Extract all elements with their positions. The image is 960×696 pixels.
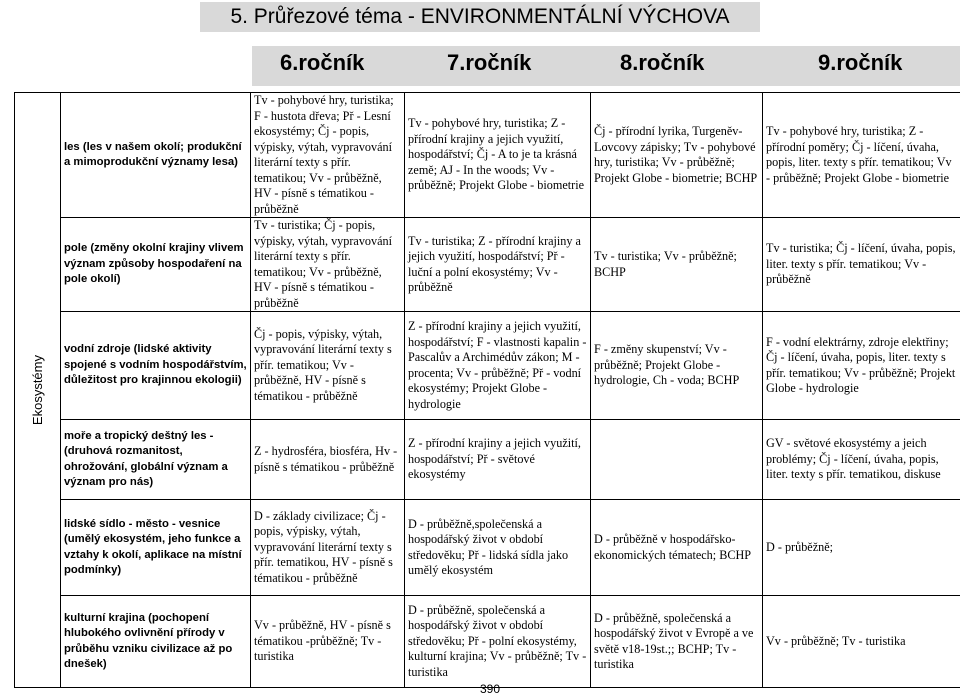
table-row xyxy=(15,420,960,500)
grade-6-cell: Vv - průběžně, HV - písně s tématikou -průběžně; Tv - turistika xyxy=(251,596,405,688)
page-title: 5. Průřezové téma - ENVIRONMENTÁLNÍ VÝCHOVA xyxy=(200,2,760,32)
grade-9-cell: GV - světové ekosystémy a jeich problémy; Čj - líčení, úvaha, popis, liter. texty s přír. tematikou, diskuse xyxy=(763,420,960,500)
topic-cell: vodní zdroje (lidské aktivity spojené s vodním hospodářstvím, důležitost pro krajinnou ekologii) xyxy=(61,312,251,420)
topic-cell: kulturní krajina (pochopení hlubokého ovlivnění přírody v průběhu vzniku civilizace až po dnešek) xyxy=(61,596,251,688)
table-row xyxy=(15,500,960,596)
grade-7-cell: Z - přírodní krajiny a jejich využití, hospodářství; Př - světové ekosystémy xyxy=(405,420,591,500)
grade-8-cell: Čj - přírodní lyrika, Turgeněv- Lovcovy zápisky; Tv - pohybové hry, turistika; Vv - průběžně; Projekt Globe - biometrie; BCHP xyxy=(591,93,763,218)
grade-9-label: 9.ročník xyxy=(818,50,902,76)
grade-header xyxy=(252,46,960,86)
side-label: Ekosystémy xyxy=(30,355,46,425)
topic-cell: moře a tropický deštný les - (druhová rozmanitost, ohrožování, globální význam a význam pro nás) xyxy=(61,420,251,500)
side-label-cell xyxy=(15,93,61,688)
grade-9-cell: Tv - turistika; Čj - líčení, úvaha, popis, liter. texty s přír. tematikou; Vv - průběžně xyxy=(763,218,960,312)
table-row xyxy=(15,596,960,688)
table-row xyxy=(15,93,960,218)
grade-6-cell: Čj - popis, výpisky, výtah, vypravování literární texty s přír. tematikou; Vv - průběžně, HV - písně s tématikou - průběžně xyxy=(251,312,405,420)
grade-7-cell: Tv - turistika; Z - přírodní krajiny a jejich využití, hospodářství; Př - luční a polní ekosystémy; Vv - průběžně xyxy=(405,218,591,312)
curriculum-table xyxy=(14,92,960,688)
grade-7-cell: Z - přírodní krajiny a jejich využití, hospodářství; F - vlastnosti kapalin - Pascalův a Archimédův zákon; M - procenta; Vv - průběžně; Př - vodní ekosystémy; Projekt Globe - hydrologie xyxy=(405,312,591,420)
topic-cell: pole (změny okolní krajiny vlivem význam způsoby hospodaření na pole okolí) xyxy=(61,218,251,312)
grade-6-cell: Tv - turistika; Čj - popis, výpisky, výtah, vypravování literární texty s přír. tematikou; Vv - průběžně, HV - písně s tématikou - průběžně xyxy=(251,218,405,312)
grade-7-cell: D - průběžně, společenská a hospodářský život v období středověku; Př - polní ekosystémy, kulturní krajina; Vv - průběžně; Tv - turistika xyxy=(405,596,591,688)
grade-8-cell xyxy=(591,420,763,500)
grade-6-cell: D - základy civilizace; Čj - popis, výpisky, výtah, vypravování literární texty s přír. tematikou, HV - písně s tématikou - průběžně xyxy=(251,500,405,596)
grade-8-cell: F - změny skupenství; Vv - průběžně; Projekt Globe - hydrologie, Ch - voda; BCHP xyxy=(591,312,763,420)
grade-8-label: 8.ročník xyxy=(620,50,704,76)
table-row xyxy=(15,218,960,312)
grade-6-cell: Tv - pohybové hry, turistika; F - hustota dřeva; Př - Lesní ekosystémy; Čj - popis, výpisky, výtah, vypravování literární texty s přír. tematikou; Vv - průběžně, HV - písně s tématikou - průběžně xyxy=(251,93,405,218)
grade-7-cell: Tv - pohybové hry, turistika; Z - přírodní krajiny a jejich využití, hospodářství; Čj - A to je ta krásná země; AJ - In the woods; Vv - průběžně; Projekt Globe - biometrie xyxy=(405,93,591,218)
grade-6-cell: Z - hydrosféra, biosféra, Hv - písně s tématikou - průběžně xyxy=(251,420,405,500)
grade-9-cell: Tv - pohybové hry, turistika; Z - přírodní poměry; Čj - líčení, úvaha, popis, liter. texty s přír. tematikou; Vv - průběžně; Projekt Globe - biometrie xyxy=(763,93,960,218)
grade-7-label: 7.ročník xyxy=(447,50,531,76)
grade-8-cell: D - průběžně, společenská a hospodářský život v Evropě a ve světě v18-19st.;; BCHP; Tv - turistika xyxy=(591,596,763,688)
grade-9-cell: Vv - průběžně; Tv - turistika xyxy=(763,596,960,688)
topic-cell: lidské sídlo - město - vesnice (umělý ekosystém, jeho funkce a vztahy k okolí, aplikace na místní podmínky) xyxy=(61,500,251,596)
grade-9-cell: D - průběžně; xyxy=(763,500,960,596)
table-row xyxy=(15,312,960,420)
grade-6-label: 6.ročník xyxy=(280,50,364,76)
grade-8-cell: D - průběžně v hospodářsko-ekonomických tématech; BCHP xyxy=(591,500,763,596)
topic-cell: les (les v našem okolí; produkční a mimoprodukční významy lesa) xyxy=(61,93,251,218)
page-number: 390 xyxy=(480,682,500,696)
grade-8-cell: Tv - turistika; Vv - průběžně; BCHP xyxy=(591,218,763,312)
grade-7-cell: D - průběžně,společenská a hospodářský život v období středověku; Př - lidská sídla jako umělý ekosystém xyxy=(405,500,591,596)
grade-9-cell: F - vodní elektrárny, zdroje elektřiny; Čj - líčení, úvaha, popis, liter. texty s přír. tematikou; Vv - průběžně; Projekt Globe - hydrologie xyxy=(763,312,960,420)
